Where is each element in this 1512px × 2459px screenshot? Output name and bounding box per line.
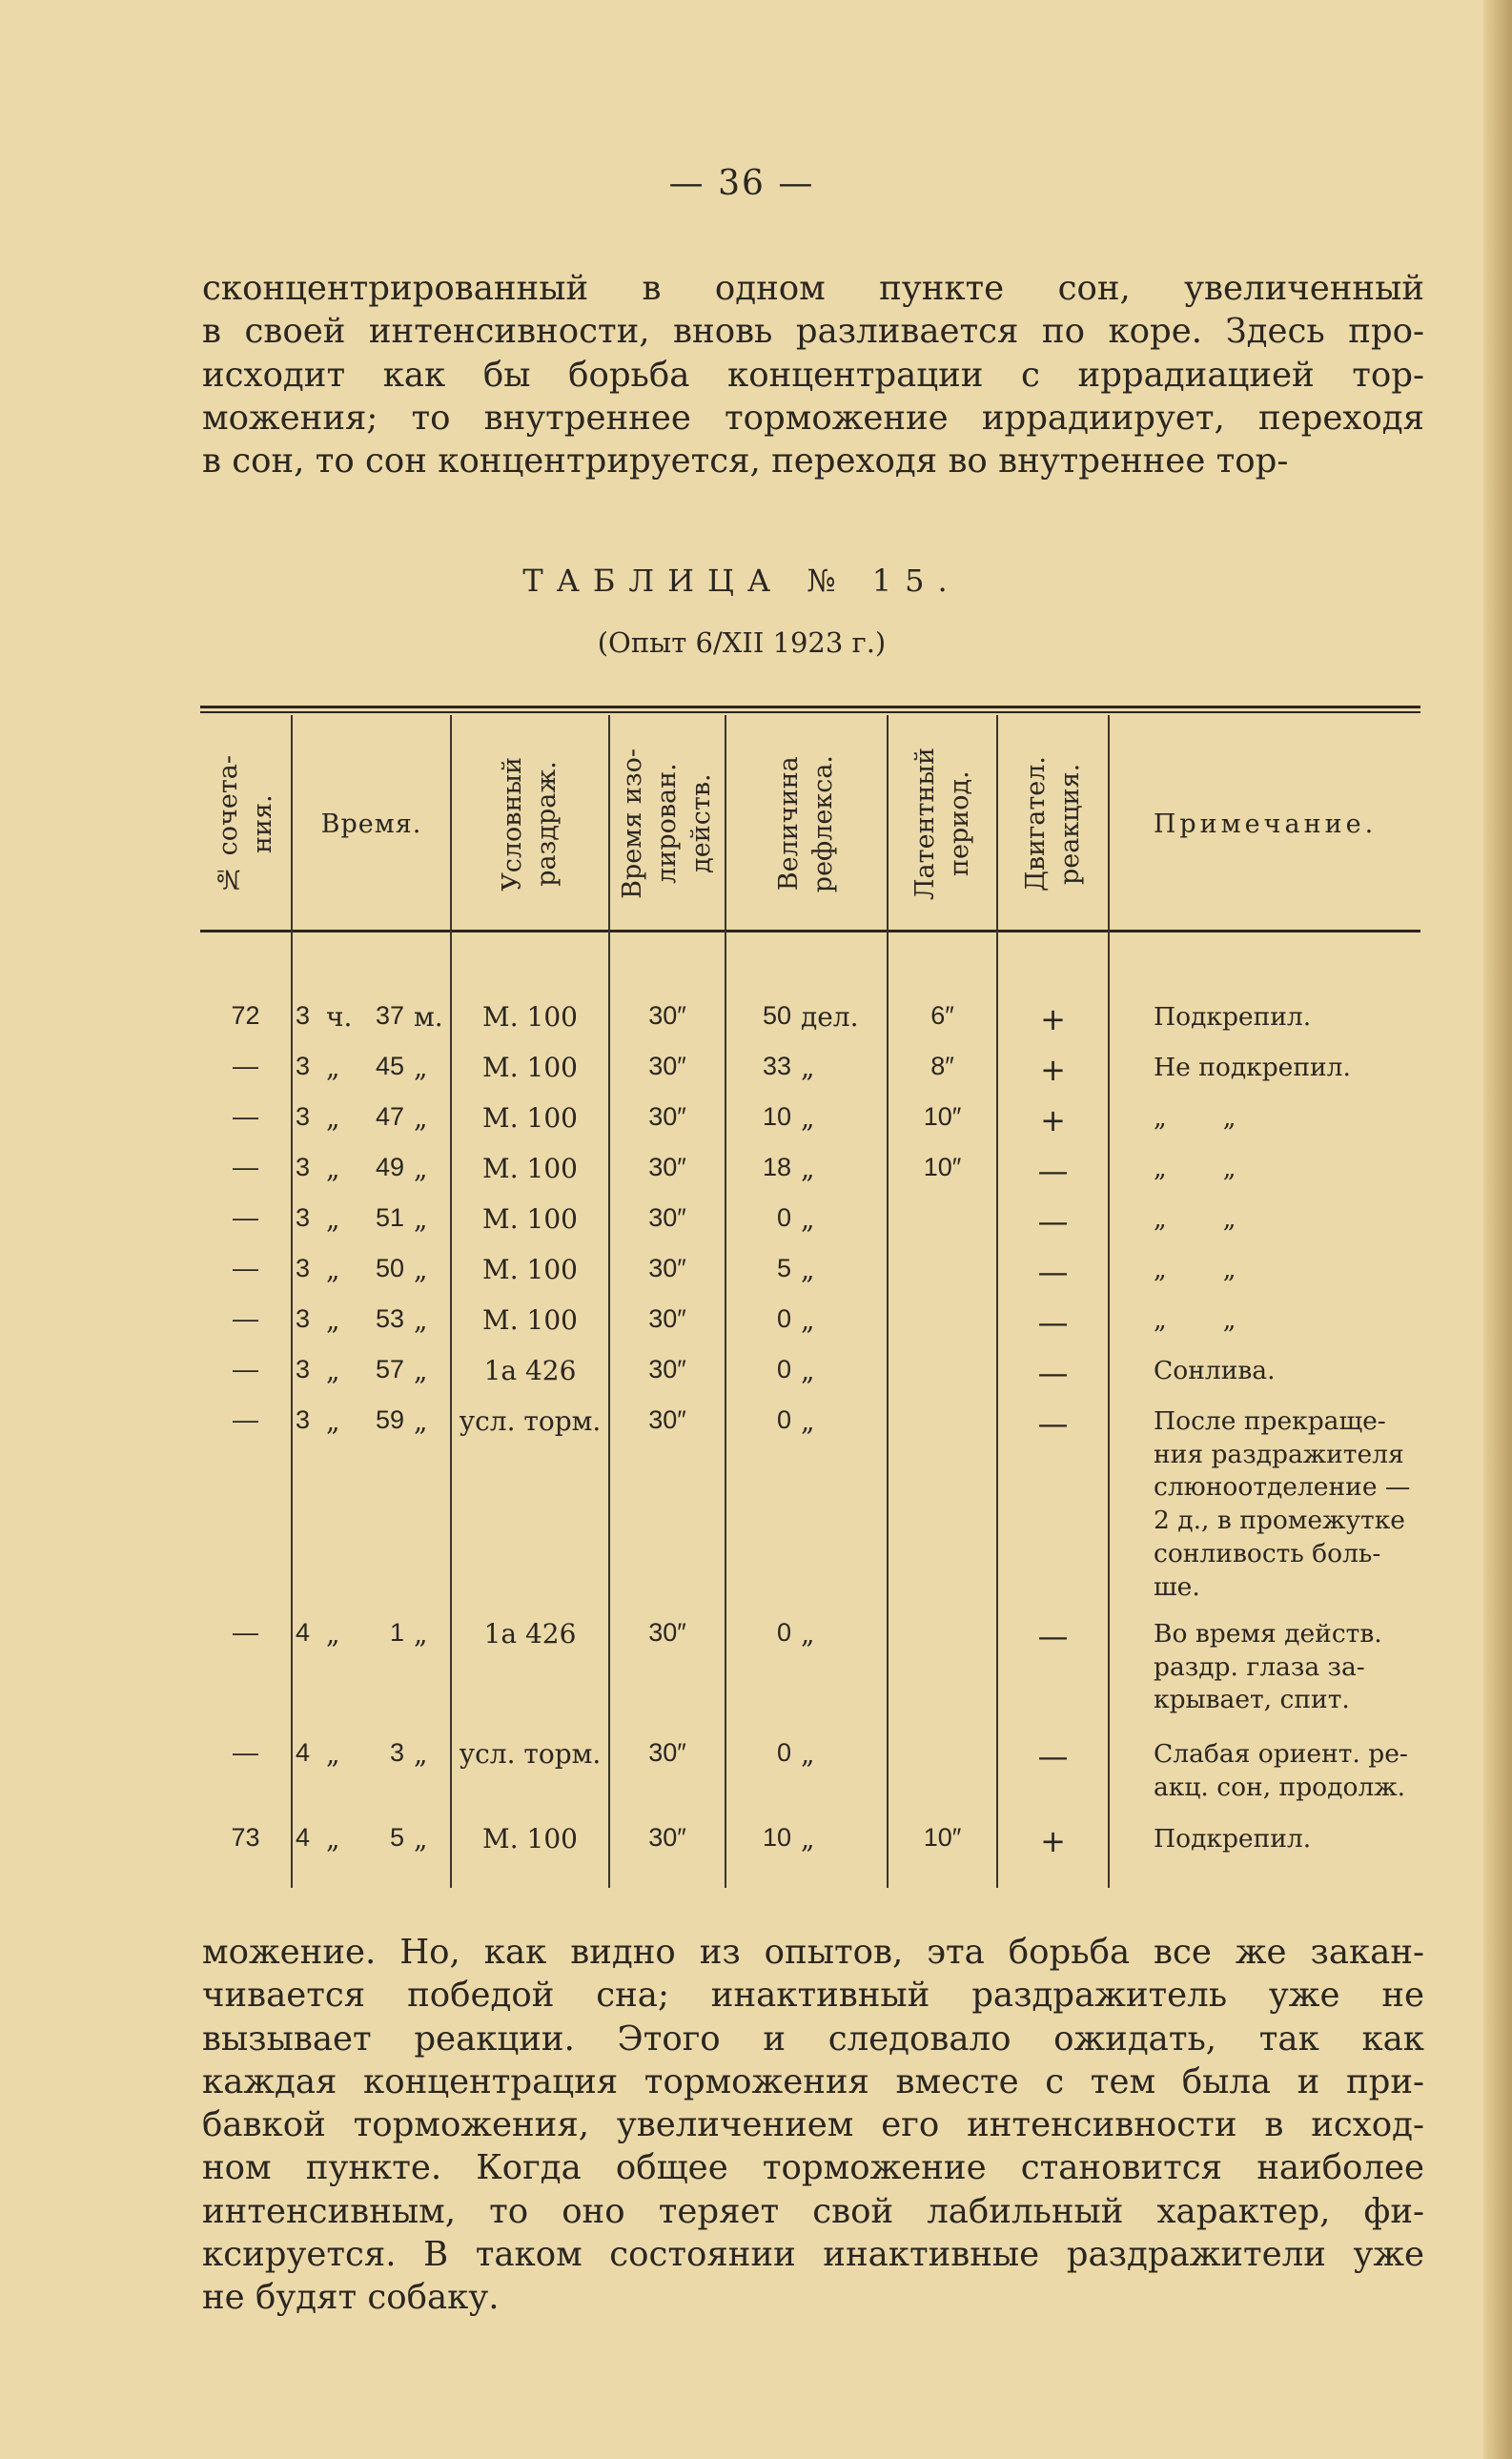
cell-reflex-value: 0 xyxy=(776,1355,791,1383)
paragraph-bottom xyxy=(202,1931,1424,2320)
cell-time-minute: 45 xyxy=(375,1052,404,1080)
cell-reflex-value: 0 xyxy=(776,1203,791,1232)
cell-isolated: 30″ xyxy=(648,1153,686,1181)
cell-reflex-unit: „ xyxy=(801,1618,815,1650)
cell-time-unit: „ xyxy=(326,1738,340,1770)
cell-motor: + xyxy=(1040,1102,1066,1138)
cell-motor: — xyxy=(1037,1738,1069,1774)
cell-motor: + xyxy=(1040,1052,1066,1088)
paragraph-bottom-line: ксируется. В таком состоянии инактивные раздражители уже xyxy=(202,2235,1424,2275)
cell-note xyxy=(1154,1823,1422,1856)
cell-time-unit: „ xyxy=(326,1304,340,1336)
paragraph-bottom-line: можение. Но, как видно из опытов, эта борьба все же закан- xyxy=(202,1933,1424,1972)
cell-reflex-value: 18 xyxy=(762,1153,791,1181)
cell-time-minute: 37 xyxy=(375,1001,404,1030)
cell-no: — xyxy=(233,1618,258,1647)
cell-time-hour: 3 xyxy=(296,1102,311,1131)
cell-reflex-value: 10 xyxy=(762,1102,791,1131)
cell-time-hour: 3 xyxy=(296,1052,311,1080)
cell-time-hour: 3 xyxy=(296,1405,311,1434)
cell-reflex-unit: „ xyxy=(801,1153,815,1184)
cell-time-unit: „ xyxy=(326,1153,340,1184)
cell-no: — xyxy=(233,1355,258,1383)
cell-reflex-unit: дел. xyxy=(801,1001,859,1033)
cell-time-unit: „ xyxy=(326,1405,340,1437)
cell-time-unit-2: „ xyxy=(414,1738,428,1770)
paragraph-top-line: сконцентрированный в одном пункте сон, увеличенный xyxy=(202,269,1424,308)
cell-stimulus: М. 100 xyxy=(482,1052,578,1083)
cell-latent: 6″ xyxy=(930,1001,954,1030)
cell-motor: — xyxy=(1037,1618,1069,1654)
cell-motor: + xyxy=(1040,1823,1066,1859)
header-latent: Латентный период. xyxy=(909,748,974,900)
table-subtitle: (Опыт 6/XII 1923 г.) xyxy=(597,626,887,659)
cell-note-line: Сонлива. xyxy=(1154,1356,1276,1385)
header-stimulus: Условный раздраж. xyxy=(498,756,562,891)
cell-isolated: 30″ xyxy=(648,1738,686,1767)
cell-time-minute: 3 xyxy=(389,1738,404,1767)
cell-no: 72 xyxy=(231,1001,260,1030)
cell-reflex-unit: „ xyxy=(801,1203,815,1235)
cell-no: — xyxy=(233,1254,258,1282)
cell-time-unit-2: „ xyxy=(414,1618,428,1650)
cell-no: — xyxy=(233,1153,258,1181)
cell-time-unit: „ xyxy=(326,1254,340,1285)
cell-note-line: Слабая ориент. ре- xyxy=(1154,1739,1408,1769)
cell-time-hour: 3 xyxy=(296,1203,311,1232)
cell-reflex-value: 33 xyxy=(762,1052,791,1080)
cell-motor: + xyxy=(1040,1001,1066,1037)
cell-note-line: „ „ xyxy=(1154,1255,1236,1284)
cell-time-hour: 3 xyxy=(296,1254,311,1282)
cell-note-line: ния раздражителя xyxy=(1154,1439,1404,1469)
cell-note xyxy=(1154,1203,1422,1237)
cell-no: — xyxy=(233,1203,258,1232)
cell-stimulus: 1а 426 xyxy=(483,1618,577,1650)
cell-stimulus: М. 100 xyxy=(482,1254,578,1285)
cell-isolated: 30″ xyxy=(648,1823,686,1852)
cell-reflex-unit: „ xyxy=(801,1355,815,1386)
cell-time-minute: 51 xyxy=(375,1203,404,1232)
cell-note xyxy=(1154,1254,1422,1287)
cell-note xyxy=(1154,1304,1422,1338)
cell-time-minute: 1 xyxy=(389,1618,404,1647)
cell-time-unit: „ xyxy=(326,1618,340,1650)
table-top-rule-inner xyxy=(200,711,1420,713)
cell-reflex-unit: „ xyxy=(801,1254,815,1285)
cell-stimulus: М. 100 xyxy=(482,1102,578,1134)
cell-time-minute: 57 xyxy=(375,1355,404,1383)
cell-time-unit: ч. xyxy=(326,1001,353,1033)
cell-note xyxy=(1154,1052,1422,1085)
cell-note-line: акц. сон, продолж. xyxy=(1154,1772,1406,1802)
cell-isolated: 30″ xyxy=(648,1618,686,1647)
cell-no: — xyxy=(233,1304,258,1333)
cell-isolated: 30″ xyxy=(648,1405,686,1434)
cell-time-unit: „ xyxy=(326,1052,340,1083)
cell-reflex-unit: „ xyxy=(801,1738,815,1770)
page-number: — 36 — xyxy=(668,164,815,203)
cell-note-line: раздр. глаза за- xyxy=(1154,1651,1365,1682)
paragraph-bottom-line: чивается победой сна; инактивный раздражитель уже не xyxy=(202,1976,1424,2016)
cell-stimulus: 1а 426 xyxy=(483,1355,577,1386)
cell-note-line: крывает, спит. xyxy=(1154,1685,1350,1715)
cell-reflex-value: 5 xyxy=(776,1254,791,1282)
cell-time-hour: 4 xyxy=(296,1823,311,1852)
cell-stimulus: усл. торм. xyxy=(459,1405,602,1437)
paragraph-top-line: в своей интенсивности, вновь разливается по коре. Здесь про- xyxy=(202,312,1424,352)
cell-isolated: 30″ xyxy=(648,1102,686,1131)
cell-note xyxy=(1154,1405,1422,1604)
cell-time-unit: „ xyxy=(326,1203,340,1235)
paragraph-bottom-line: ном пункте. Когда общее торможение становится наиболее xyxy=(202,2148,1424,2188)
header-note: Примечание. xyxy=(1153,809,1378,839)
experiment-table xyxy=(200,706,1420,1888)
cell-note-line: Не подкрепил. xyxy=(1154,1053,1351,1082)
cell-reflex-value: 0 xyxy=(776,1738,791,1767)
cell-time-hour: 4 xyxy=(296,1738,311,1767)
cell-note xyxy=(1154,1102,1422,1136)
cell-no: — xyxy=(233,1738,258,1767)
cell-time-minute: 47 xyxy=(375,1102,404,1131)
cell-reflex-unit: „ xyxy=(801,1304,815,1336)
cell-time-minute: 50 xyxy=(375,1254,404,1282)
cell-note xyxy=(1154,1153,1422,1186)
cell-reflex-unit: „ xyxy=(801,1823,815,1854)
header-isolated: Время изо- лирован. действ. xyxy=(618,748,716,899)
table-top-rule xyxy=(200,706,1420,708)
cell-time-hour: 3 xyxy=(296,1153,311,1181)
cell-time-unit-2: „ xyxy=(414,1823,428,1854)
cell-no: 73 xyxy=(231,1823,260,1852)
header-no: № сочета- ния. xyxy=(213,754,277,893)
cell-note-line: После прекраще- xyxy=(1154,1406,1386,1436)
cell-time-unit-2: „ xyxy=(414,1153,428,1184)
cell-reflex-value: 0 xyxy=(776,1618,791,1647)
cell-time-minute: 59 xyxy=(375,1405,404,1434)
cell-time-minute: 53 xyxy=(375,1304,404,1333)
paragraph-bottom-line: не будят собаку. xyxy=(202,2278,500,2318)
cell-no: — xyxy=(233,1052,258,1080)
cell-reflex-unit: „ xyxy=(801,1405,815,1437)
paragraph-top xyxy=(202,267,1424,482)
cell-reflex-unit: „ xyxy=(801,1102,815,1134)
cell-note-line: слюноотделение — xyxy=(1154,1472,1411,1503)
cell-time-unit-2: „ xyxy=(414,1052,428,1083)
cell-isolated: 30″ xyxy=(648,1254,686,1282)
cell-note-line: „ „ xyxy=(1154,1103,1236,1133)
cell-time-hour: 3 xyxy=(296,1304,311,1333)
cell-motor: — xyxy=(1037,1304,1069,1341)
paragraph-bottom-line: бавкой торможения, увеличением его интенсивности в исход- xyxy=(202,2105,1424,2145)
cell-motor: — xyxy=(1037,1254,1069,1290)
cell-time-unit-2: „ xyxy=(414,1203,428,1235)
cell-note-line: „ „ xyxy=(1154,1204,1236,1234)
cell-time-unit: „ xyxy=(326,1355,340,1386)
cell-reflex-value: 0 xyxy=(776,1405,791,1434)
cell-time-unit-2: „ xyxy=(414,1405,428,1437)
cell-motor: — xyxy=(1037,1355,1069,1391)
cell-stimulus: М. 100 xyxy=(482,1304,578,1336)
header-motor: Двигател. реакция. xyxy=(1020,755,1085,892)
cell-time-hour: 4 xyxy=(296,1618,311,1647)
cell-time-minute: 5 xyxy=(389,1823,404,1852)
cell-note xyxy=(1154,1618,1422,1717)
cell-note-line: „ „ xyxy=(1154,1154,1236,1183)
cell-reflex-value: 0 xyxy=(776,1304,791,1333)
cell-motor: — xyxy=(1037,1203,1069,1240)
cell-note-line: „ „ xyxy=(1154,1305,1236,1335)
cell-isolated: 30″ xyxy=(648,1355,686,1383)
cell-time-hour: 3 xyxy=(296,1001,311,1030)
cell-latent: 8″ xyxy=(930,1052,954,1080)
cell-motor: — xyxy=(1037,1405,1069,1442)
cell-time-unit-2: м. xyxy=(414,1001,443,1033)
cell-note-line: Во время действ. xyxy=(1154,1619,1382,1649)
paragraph-bottom-line: интенсивным, то оно теряет свой лабильный характер, фи- xyxy=(202,2191,1424,2231)
paragraph-top-line: исходит как бы борьба концентрации с иррадиацией тор- xyxy=(202,355,1424,395)
cell-reflex-value: 10 xyxy=(762,1823,791,1852)
cell-note xyxy=(1154,1001,1422,1035)
cell-latent: 10″ xyxy=(923,1823,962,1852)
cell-note-line: Подкрепил. xyxy=(1154,1002,1312,1032)
cell-note xyxy=(1154,1355,1422,1388)
cell-time-unit: „ xyxy=(326,1102,340,1134)
cell-isolated: 30″ xyxy=(648,1052,686,1080)
paragraph-top-line: можения; то внутреннее торможение иррадиирует, переходя xyxy=(202,398,1424,438)
book-spine-edge xyxy=(1483,0,1512,2459)
cell-latent: 10″ xyxy=(923,1102,962,1131)
cell-note-line: 2 д., в промежутке xyxy=(1154,1506,1405,1536)
cell-stimulus: усл. торм. xyxy=(459,1738,602,1770)
cell-isolated: 30″ xyxy=(648,1304,686,1333)
header-reflex: Величина рефлекса. xyxy=(774,754,838,893)
paragraph-top-line: в сон, то сон концентрируется, переходя во внутреннее тор- xyxy=(202,441,1289,482)
cell-motor: — xyxy=(1037,1153,1069,1189)
paragraph-bottom-line: вызывает реакции. Этого и следовало ожидать, так как xyxy=(202,2018,1424,2059)
cell-isolated: 30″ xyxy=(648,1203,686,1232)
cell-note xyxy=(1154,1738,1422,1804)
table-caption: ТАБЛИЦА № 15. xyxy=(522,563,961,599)
cell-no: — xyxy=(233,1102,258,1131)
cell-time-unit: „ xyxy=(326,1823,340,1854)
cell-note-line: ше. xyxy=(1154,1571,1200,1602)
cell-isolated: 30″ xyxy=(648,1001,686,1030)
cell-time-hour: 3 xyxy=(296,1355,311,1383)
cell-stimulus: М. 100 xyxy=(482,1153,578,1184)
cell-time-unit-2: „ xyxy=(414,1355,428,1386)
cell-no: — xyxy=(233,1405,258,1434)
cell-time-unit-2: „ xyxy=(414,1304,428,1336)
cell-time-minute: 49 xyxy=(375,1153,404,1181)
cell-note-line: сонливость боль- xyxy=(1154,1538,1381,1568)
cell-stimulus: М. 100 xyxy=(482,1001,578,1033)
cell-time-unit-2: „ xyxy=(414,1102,428,1134)
cell-time-unit-2: „ xyxy=(414,1254,428,1285)
cell-latent: 10″ xyxy=(923,1153,962,1181)
cell-reflex-unit: „ xyxy=(801,1052,815,1083)
header-time: Время. xyxy=(320,809,422,839)
cell-reflex-value: 50 xyxy=(762,1001,791,1030)
cell-stimulus: М. 100 xyxy=(482,1203,578,1235)
paragraph-bottom-line: каждая концентрация торможения вместе с тем была и при- xyxy=(202,2061,1424,2101)
cell-note-line: Подкрепил. xyxy=(1154,1824,1312,1854)
cell-stimulus: М. 100 xyxy=(482,1823,578,1854)
